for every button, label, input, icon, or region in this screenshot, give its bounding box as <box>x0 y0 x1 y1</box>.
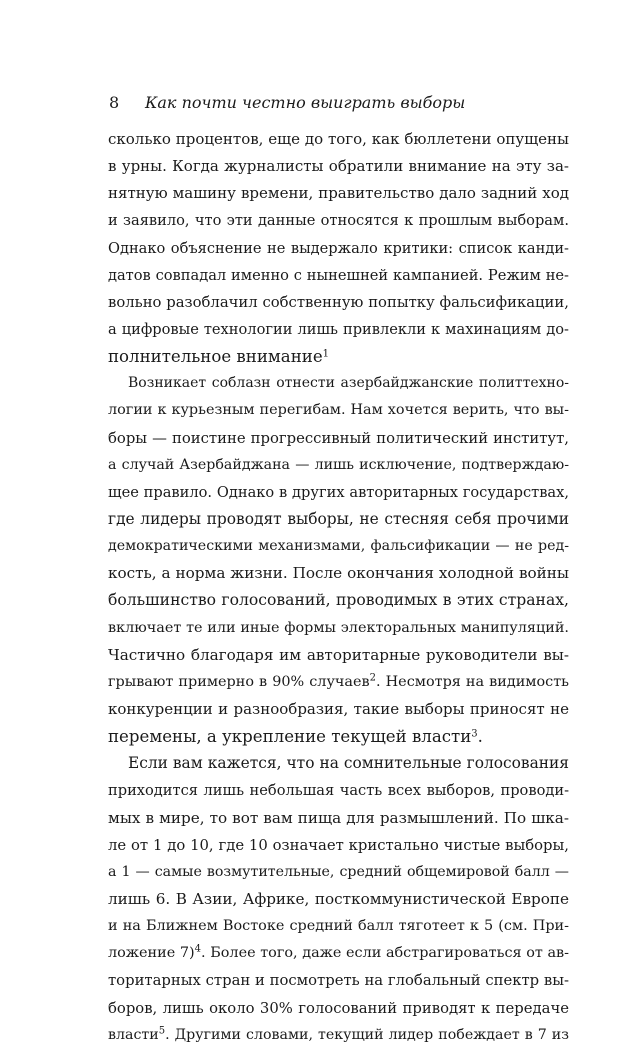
text-line: Частично благодаря им авторитарные руководители вы- <box>108 645 569 664</box>
text-fragment: . Более того, даже если абстрагироваться от ав- <box>201 945 569 962</box>
footnote-marker: 5 <box>158 1025 166 1037</box>
text-line <box>108 940 569 967</box>
text-line: мых в мире, то вот вам пища для размышлений. По шка- <box>108 808 569 827</box>
text-line: большинство голосований, проводимых в этих странах, <box>108 591 569 610</box>
text-line <box>108 669 569 696</box>
body-text <box>108 126 569 1049</box>
running-head <box>109 91 569 115</box>
footnote-marker: 3 <box>471 728 478 740</box>
text-line: нятную машину времени, правительство дало задний ход <box>108 184 569 203</box>
text-line: Однако объяснение не выдержало критики: список канди- <box>108 239 569 257</box>
footnote-marker: 4 <box>194 943 202 955</box>
text-line: демократическими механизмами, фальсификации — не ред- <box>108 538 569 555</box>
text-fragment: . Несмотря на видимость <box>376 673 569 690</box>
text-line: в урны. Когда журналисты обратили внимание на эту за- <box>108 157 569 176</box>
footnote-marker: 2 <box>369 672 376 684</box>
text-line: вольно разоблачил собственную попытку фальсификации, <box>108 293 569 311</box>
text-line: включает те или иные формы электоральных манипуляций. <box>108 619 569 636</box>
text-fragment: власти <box>108 1026 159 1043</box>
text-line: ле от 1 до 10, где 10 означает кристально чистые выборы, <box>108 836 569 854</box>
text-fragment: полнительное внимание <box>108 347 323 367</box>
text-line: Если вам кажется, что на сомнительные голосования <box>128 754 569 773</box>
text-line: лишь 6. В Азии, Африке, посткоммунистической Европе <box>108 889 569 908</box>
text-line: а 1 — самые возмутительные, средний общемировой балл — <box>108 863 569 880</box>
text-line: конкуренции и разнообразия, такие выборы приносят не <box>108 699 569 718</box>
text-line: приходится лишь небольшая часть всех выборов, проводи- <box>108 782 569 800</box>
page-number: 8 <box>109 93 120 112</box>
text-line: боров, лишь около 30% голосований приводят к передаче <box>108 999 569 1017</box>
text-line: торитарных стран и посмотреть на глобальный спектр вы- <box>108 972 569 990</box>
text-line: сколько процентов, еще до того, как бюллетени опущены <box>108 130 569 148</box>
text-line: и на Ближнем Востоке средний балл тяготеет к 5 (см. При- <box>108 918 569 935</box>
text-fragment: грывают примерно в 90% случаев <box>108 673 370 690</box>
text-fragment: перемены, а укрепление текущей власти <box>108 727 472 747</box>
text-line: и заявило, что эти данные относятся к прошлым выборам. <box>108 212 569 230</box>
footnote-marker: 1 <box>322 348 330 360</box>
text-line <box>108 343 569 370</box>
text-line: кость, а норма жизни. После окончания холодной войны <box>108 564 569 583</box>
text-line <box>108 1022 569 1049</box>
text-line: логии к курьезным перегибам. Нам хочется верить, что вы- <box>108 402 569 419</box>
text-line: а случай Азербайджана — лишь исключение, подтверждаю- <box>108 456 569 473</box>
text-line: датов совпадал именно с нынешней кампанией. Режим не- <box>108 266 569 284</box>
text-fragment: Другими словами, текущий лидер побеждает в 7 из <box>169 1026 569 1043</box>
book-title: Как почти честно выиграть выборы <box>145 93 466 112</box>
text-fragment: . <box>165 1026 170 1043</box>
text-line: где лидеры проводят выборы, не стесняя себя прочими <box>108 509 569 528</box>
text-fragment: ложение 7) <box>108 945 195 962</box>
text-line: щее правило. Однако в других авторитарных государствах, <box>108 483 569 501</box>
text-fragment: . <box>477 727 483 747</box>
text-line: Возникает соблазн отнести азербайджанские политтехно- <box>128 375 569 392</box>
text-line: а цифровые технологии лишь привлекли к махинациям до- <box>108 320 569 338</box>
text-line <box>108 723 569 750</box>
text-line: боры — поистине прогрессивный политический институт, <box>108 429 569 447</box>
